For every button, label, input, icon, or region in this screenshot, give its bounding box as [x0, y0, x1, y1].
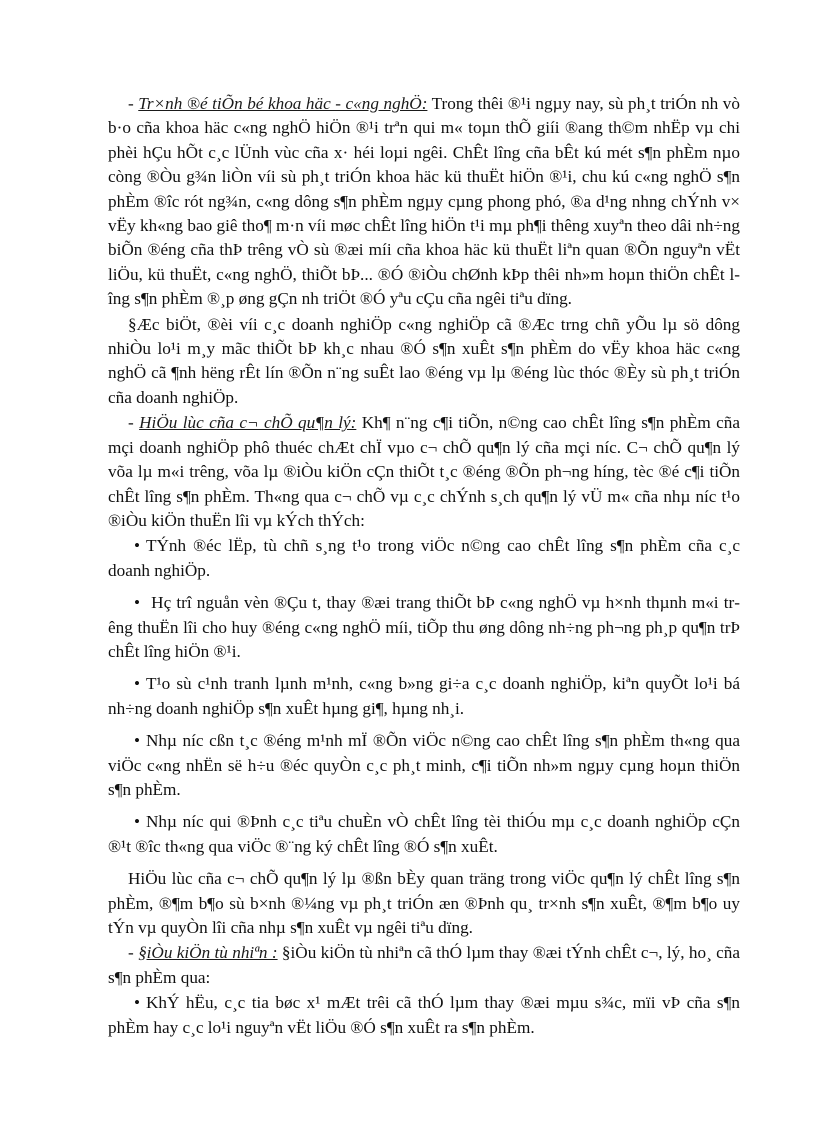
bullet-text: T¹o sù c¹nh tranh lµnh m¹nh, c«ng b»ng gi÷a c¸c doanh nghiÖp, kiªn quyÕt lo¹i bá nh÷ng doanh nghiÖp s¶n xuÊt hµng gi¶, hµng nh¸i.	[108, 674, 740, 718]
paragraph-management-mechanism: - HiÖu lùc cña c¬ chÕ qu¶n lý: Kh¶ n¨ng c¶i tiÕn, n©ng cao chÊt lîng s¶n phÈm cña mçi doanh nghiÖp phô thuéc chÆt chÏ vµo c¬ chÕ qu¶n lý cña mçi níc. C¬ chÕ qu¶n lý võa lµ m«i trêng, võa lµ ®iÒu kiÖn cÇn thiÕt t¸c ®éng ®Õn ph¬ng híng, tèc ®é c¶i tiÕn chÊt lîng s¶n phÈm. Th«ng qua c¬ chÕ vµ c¸c chÝnh s¸ch qu¶n lý vÜ m« cña nhµ níc t¹o ®iÒu kiÖn thuËn lîi vµ kÝch thÝch:	[108, 413, 741, 530]
heading-management-mechanism: HiÖu lùc cña c¬ chÕ qu¶n lý:	[139, 413, 357, 433]
bullet-icon: •	[134, 731, 141, 751]
bullet-icon: •	[134, 593, 141, 613]
bullet-item	[108, 729, 740, 802]
paragraph-natural-conditions: - §iÒu kiÖn tù nhiªn : §iÒu kiÖn tù nhiªn cã thÓ lµm thay ®æi tÝnh chÊt c¬, lý, ho¸ cña s¶n phÈm qua:	[108, 943, 740, 987]
paragraph-text: §Æc biÖt, ®èi víi c¸c doanh nghiÖp c«ng nghiÖp cã ®Æc trng chñ yÕu lµ sö dông nhiÒu lo¹i m¸y mãc thiÕt bÞ kh¸c nhau ®Ó s¶n xuÊt s¶n phÈm do vËy khoa häc c«ng nghÖ cã ¶nh hëng rÊt lín ®Õn n¨ng suÊt lao ®éng vµ lµ ®éng lùc thóc ®Èy sù ph¸t triÓn cña doanh nghiÖp.	[108, 314, 740, 407]
paragraph-management-effectiveness	[108, 867, 740, 940]
bullet-icon: •	[134, 536, 141, 556]
bullet-item	[108, 591, 740, 664]
bullet-text: KhÝ hËu, c¸c tia bøc x¹ mÆt trêi cã thÓ lµm thay ®æi mµu s¾c, mïi vÞ cña s¶n phÈm hay c¸c lo¹i nguyªn vËt liÖu ®Ó s¶n xuÊt ra s¶n phÈm.	[108, 993, 740, 1037]
bullet-item	[108, 991, 740, 1040]
heading-science-technology: Tr×nh ®é tiÕn bé khoa häc - c«ng nghÖ:	[138, 94, 428, 113]
paragraph-industrial-enterprises	[108, 313, 740, 411]
paragraph-text: §iÒu kiÖn tù nhiªn cã thÓ lµm thay ®æi tÝnh chÊt c¬, lý, ho¸ cña s¶n phÈm qua:	[108, 943, 740, 987]
heading-natural-conditions: §iÒu kiÖn tù nhiªn :	[138, 943, 278, 963]
bullet-item	[108, 810, 740, 859]
paragraph-text: Kh¶ n¨ng c¶i tiÕn, n©ng cao chÊt lîng s¶n phÈm cña mçi doanh nghiÖp phô thuéc chÆt chÏ vµo c¬ chÕ qu¶n lý cña mçi níc. C¬ chÕ qu¶n lý võa lµ m«i trêng, võa lµ ®iÒu kiÖn cÇn thiÕt t¸c ®éng ®Õn ph¬ng híng, tèc ®é c¶i tiÕn chÊt lîng s¶n phÈm. Th«ng qua c¬ chÕ vµ c¸c chÝnh s¸ch qu¶n lý vÜ m« cña nhµ níc t¹o ®iÒu kiÖn thuËn lîi vµ kÝch thÝch:	[108, 413, 741, 530]
bullet-text: Nhµ níc qui ®Þnh c¸c tiªu chuÈn vÒ chÊt lîng tèi thiÓu mµ c¸c doanh nghiÖp cÇn ®¹t ®îc th«ng qua viÖc ®¨ng ký chÊt lîng ®Ó s¶n xuÊt.	[108, 812, 740, 856]
paragraph-text: Trong thêi ®¹i ngµy nay, sù ph¸t triÓn nh vò b·o cña khoa häc c«ng nghÖ hiÖn ®¹i trªn qui m« toµn thÕ giíi ®ang th©m nhËp vµ chi phèi hÇu hÕt c¸c lÜnh vùc cña x· héi loµi ngêi. ChÊt lîng cña bÊt kú mét s¶n phÈm nµo còng ®Òu g¾n liÒn víi sù ph¸t triÓn khoa häc kü thuËt hiÖn ®¹i, chu kú c«ng nghÖ s¶n phÈm ®îc rót ng¾n, c«ng dông s¶n phÈm ngµy cµng phong phó, ®a d¹ng nhng chÝnh v× vËy kh«ng bao giê tho¶ m·n víi møc chÊt lîng hiÖn t¹i mµ ph¶i thêng xuyªn theo dâi nh÷ng biÕn ®éng cña thÞ trêng vÒ sù ®æi míi cña khoa häc kü thuËt liªn quan ®Õn nguyªn vËt liÖu, kü thuËt, c«ng nghÖ, thiÕt bÞ... ®Ó ®iÒu chØnh kÞp thêi nh»m hoµn thiÖn chÊt lîng s¶n phÈm ®¸p øng gÇn nh triÖt ®Ó yªu cÇu cña ngêi tiªu dïng.	[108, 94, 740, 309]
bullet-icon: •	[134, 993, 141, 1013]
bullet-text: Hç trî nguån vèn ®Çu t, thay ®æi trang thiÕt bÞ c«ng nghÖ vµ h×nh thµnh m«i trêng thuËn lîi cho huy ®éng c«ng nghÖ míi, tiÕp thu øng dông nh÷ng ph¬ng ph¸p qu¶n trÞ chÊt lîng hiÖn ®¹i.	[108, 593, 740, 661]
document-page	[108, 92, 740, 1048]
paragraph-text: HiÖu lùc cña c¬ chÕ qu¶n lý lµ ®ßn bÈy quan träng trong viÖc qu¶n lý chÊt lîng s¶n phÈm, ®¶m b¶o sù b×nh ®¼ng vµ ph¸t triÓn æn ®Þnh qu¸ tr×nh s¶n xuÊt, ®¶m b¶o uy tÝn vµ quyÒn lîi cña nhµ s¶n xuÊt vµ ngêi tiªu dïng.	[108, 869, 740, 937]
bullet-item	[108, 534, 740, 583]
bullet-item	[108, 672, 740, 721]
bullet-icon: •	[134, 812, 141, 832]
bullet-icon: •	[134, 674, 141, 694]
bullet-text: Nhµ níc cßn t¸c ®éng m¹nh mÏ ®Õn viÖc n©ng cao chÊt lîng s¶n phÈm th«ng qua viÖc c«ng nhËn së h÷u ®éc quyÒn c¸c ph¸t minh, c¶i tiÕn nh»m ngµy cµng hoµn thiÖn s¶n phÈm.	[108, 731, 740, 799]
bullet-text: TÝnh ®éc lËp, tù chñ s¸ng t¹o trong viÖc n©ng cao chÊt lîng s¶n phÈm cña c¸c doanh nghiÖp.	[108, 536, 740, 580]
paragraph-science-technology: - Tr×nh ®é tiÕn bé khoa häc - c«ng nghÖ: Trong thêi ®¹i ngµy nay, sù ph¸t triÓn nh vò b·o cña khoa häc c«ng nghÖ hiÖn ®¹i trªn qui m« toµn thÕ giíi ®ang th©m nhËp vµ chi phèi hÇu hÕt c¸c lÜnh vùc cña x· héi loµi ngêi. ChÊt lîng cña bÊt kú mét s¶n phÈm nµo còng ®Òu g¾n liÒn víi sù ph¸t triÓn khoa häc kü thuËt hiÖn ®¹i, chu kú c«ng nghÖ s¶n phÈm ®îc rót ng¾n, c«ng dông s¶n phÈm ngµy cµng phong phó, ®a d¹ng nhng chÝnh v× vËy kh«ng bao giê tho¶ m·n víi møc chÊt lîng hiÖn t¹i mµ ph¶i thêng xuyªn theo dâi nh÷ng biÕn ®éng cña thÞ trêng vÒ sù ®æi míi cña khoa häc kü thuËt liªn quan ®Õn nguyªn vËt liÖu, kü thuËt, c«ng nghÖ, thiÕt bÞ... ®Ó ®iÒu chØnh kÞp thêi nh»m hoµn thiÖn chÊt lîng s¶n phÈm ®¸p øng gÇn nh triÖt ®Ó yªu cÇu cña ngêi tiªu dïng.	[108, 94, 740, 309]
